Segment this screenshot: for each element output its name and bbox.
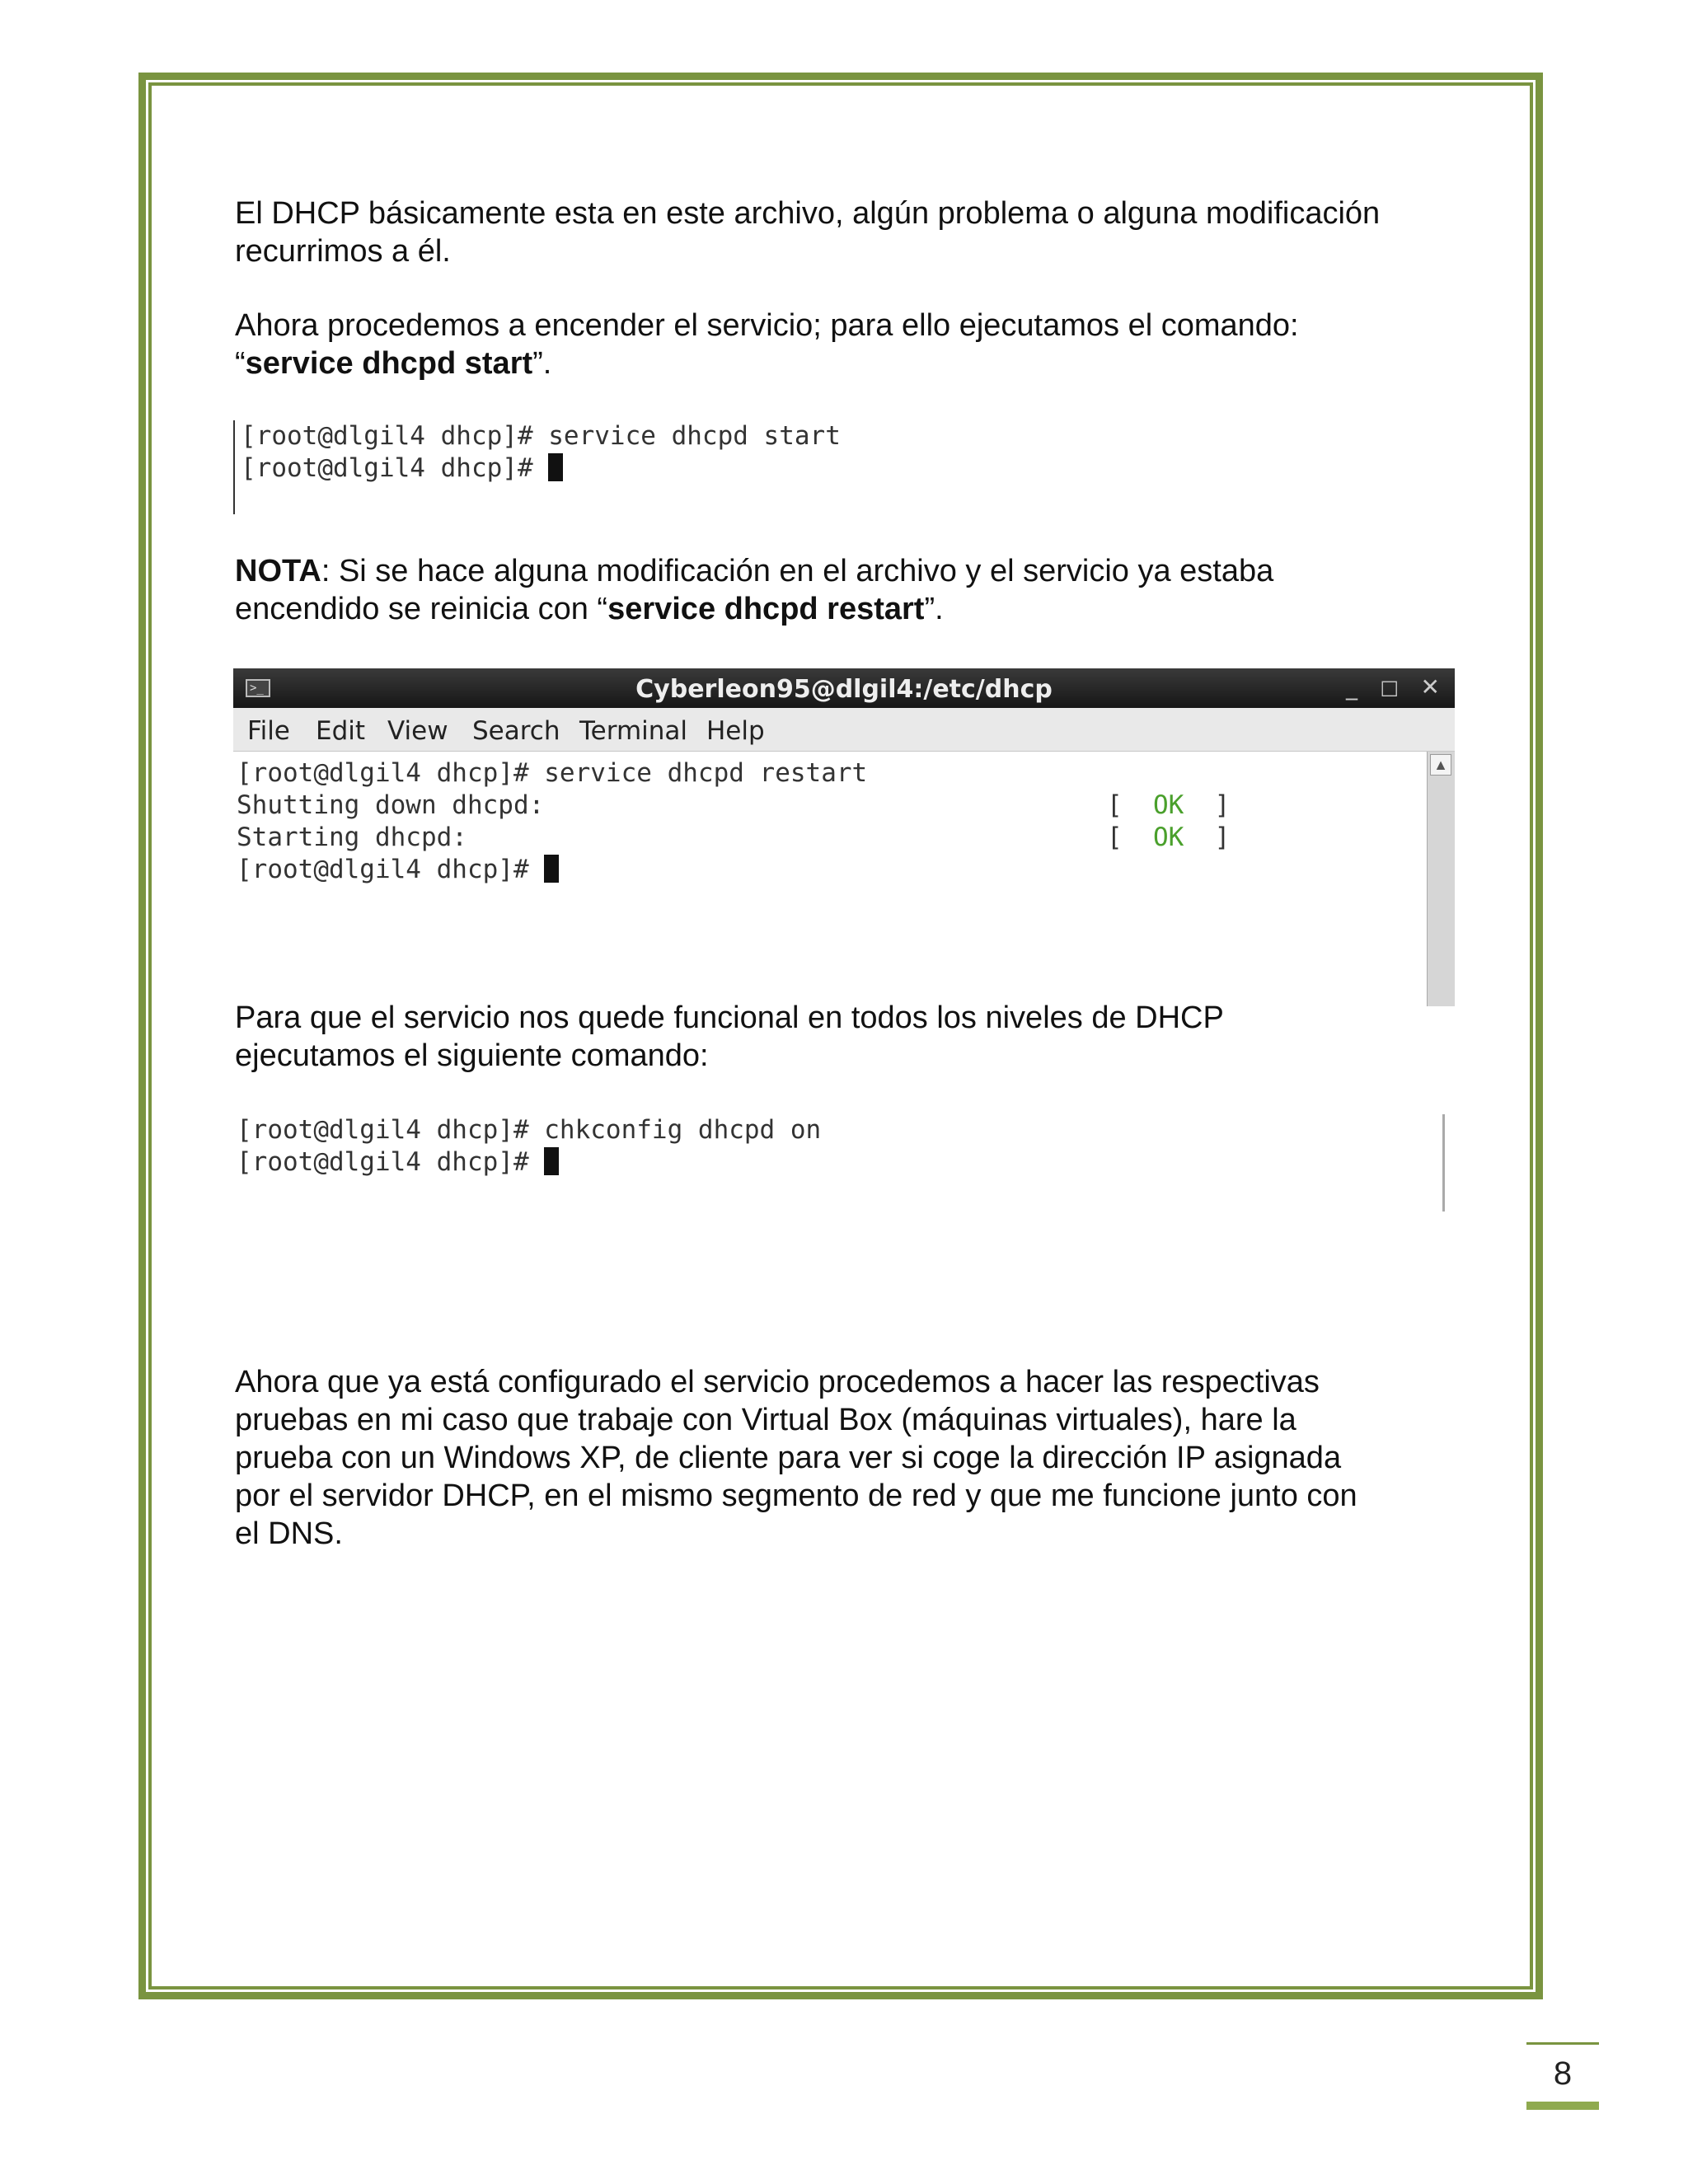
cursor: [544, 855, 559, 883]
paragraph-testing: [235, 1363, 1455, 1553]
ok-status: OK: [1153, 823, 1184, 852]
terminal-output[interactable]: [237, 757, 867, 886]
bracket: ]: [1214, 790, 1231, 820]
cursor: [548, 453, 563, 481]
terminal-line: [root@dlgil4 dhcp]# service dhcpd restart: [237, 758, 868, 788]
paragraph-chkconfig: [235, 999, 1455, 1075]
prompt: [root@dlgil4 dhcp]#: [237, 855, 545, 884]
terminal-line: [237, 1146, 821, 1179]
text-line: “service dhcpd start”.: [235, 346, 552, 381]
command-text: service dhcpd start: [245, 346, 533, 381]
terminal-line: [root@dlgil4 dhcp]# chkconfig dhcpd on: [237, 1115, 822, 1145]
text-line: Ahora que ya está configurado el servicio procedemos a hacer las respectivas: [235, 1365, 1320, 1399]
text-line: [235, 552, 1455, 590]
bracket: ]: [1214, 823, 1231, 852]
window-title: Cyberleon95@dlgil4:/etc/dhcp: [635, 675, 1053, 704]
paragraph-nota: [235, 552, 1455, 628]
terminal-line: [241, 452, 841, 485]
text-line: [235, 590, 1455, 628]
menu-search[interactable]: Search: [472, 716, 560, 746]
ok-status: OK: [1153, 790, 1184, 820]
status-ok-start: [1107, 822, 1230, 854]
terminal-snippet-chkconfig: [237, 1114, 821, 1179]
text-line: el DNS.: [235, 1516, 343, 1551]
nota-text: : Si se hace alguna modificación en el archivo y el servicio ya estaba: [321, 554, 1274, 588]
minimize-icon[interactable]: _: [1346, 673, 1357, 701]
menu-bar: [233, 708, 1455, 752]
terminal-line: Shutting down dhcpd:: [237, 790, 545, 820]
scroll-up-icon[interactable]: ▲: [1430, 754, 1451, 776]
menu-terminal[interactable]: Terminal: [579, 716, 688, 746]
page-number-rule: [1526, 2042, 1599, 2045]
nota-text: ”.: [924, 592, 944, 626]
bracket: [: [1107, 790, 1123, 820]
page-number: 8: [1553, 2055, 1573, 2092]
bracket: [: [1107, 823, 1123, 852]
menu-file[interactable]: File: [247, 716, 290, 746]
nota-text: encendido se reinicia con “: [235, 592, 608, 626]
terminal-icon: >_: [246, 679, 270, 697]
cursor: [544, 1147, 559, 1175]
paragraph-intro: [235, 194, 1455, 270]
text-line: pruebas en mi caso que trabaje con Virtual Box (máquinas virtuales), hare la: [235, 1403, 1296, 1437]
terminal-window: [233, 668, 1455, 1006]
menu-edit[interactable]: Edit: [316, 716, 366, 746]
menu-view[interactable]: View: [387, 716, 448, 746]
close-icon[interactable]: ✕: [1420, 673, 1440, 701]
text-line: El DHCP básicamente esta en este archivo, algún problema o alguna modificación: [235, 196, 1381, 231]
nota-label: NOTA: [235, 554, 321, 588]
prompt: [root@dlgil4 dhcp]#: [237, 1147, 545, 1177]
text-line: prueba con un Windows XP, de cliente para ver si coge la dirección IP asignada: [235, 1441, 1342, 1475]
window-titlebar: [233, 668, 1455, 708]
terminal-line: [237, 854, 867, 886]
text-line: ejecutamos el siguiente comando:: [235, 1038, 709, 1073]
terminal-line: [root@dlgil4 dhcp]# service dhcpd start: [241, 421, 841, 451]
terminal-line: Starting dhcpd:: [237, 823, 467, 852]
page-number-bar: [1526, 2102, 1599, 2110]
scrollbar[interactable]: [1427, 752, 1455, 1006]
maximize-icon[interactable]: □: [1380, 676, 1399, 699]
snippet-border: [233, 420, 235, 514]
snippet-edge: [1442, 1114, 1445, 1212]
paragraph-start-service: [235, 307, 1455, 382]
terminal-snippet-start: [241, 420, 841, 485]
text-line: Ahora procedemos a encender el servicio; para ello ejecutamos el comando:: [235, 308, 1299, 343]
status-ok-shutdown: [1107, 790, 1230, 822]
prompt: [root@dlgil4 dhcp]#: [241, 453, 549, 483]
menu-help[interactable]: Help: [706, 716, 765, 746]
text-line: recurrimos a él.: [235, 234, 451, 269]
text-line: por el servidor DHCP, en el mismo segmento de red y que me funcione junto con: [235, 1479, 1357, 1513]
text-line: Para que el servicio nos quede funcional en todos los niveles de DHCP: [235, 1001, 1224, 1035]
command-text: service dhcpd restart: [607, 592, 925, 626]
